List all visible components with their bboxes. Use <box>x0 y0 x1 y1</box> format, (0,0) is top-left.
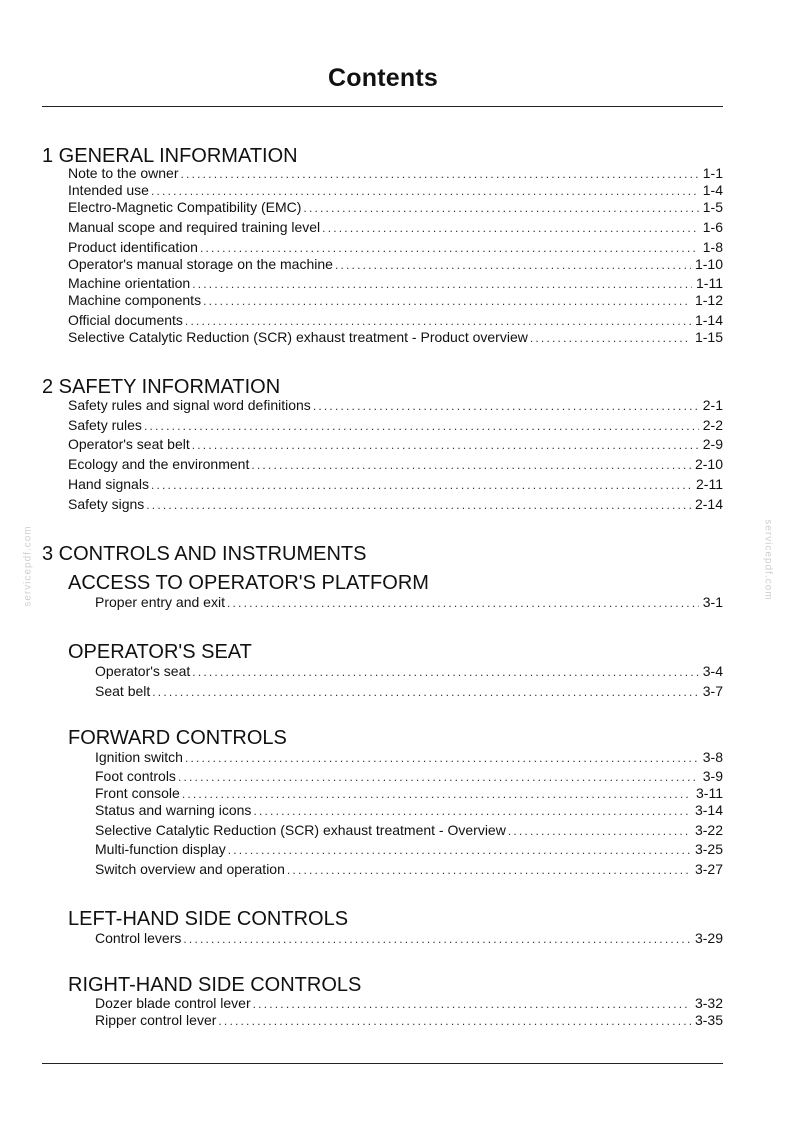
toc-entry-label: Intended use <box>68 182 149 198</box>
toc-entry-label: Machine orientation <box>68 275 191 291</box>
toc-entry-label: Operator's seat belt <box>68 436 190 452</box>
toc-entry-page: 1-14 <box>694 312 723 328</box>
toc-entry-label: Electro-Magnetic Compatibility (EMC) <box>68 199 302 215</box>
toc-entry[interactable] <box>95 862 723 876</box>
toc-entry-page: 3-8 <box>702 749 723 765</box>
toc-entry-label: Multi-function display <box>95 841 226 857</box>
dot-leader <box>253 998 691 1010</box>
toc-entry-label: Status and warning icons <box>95 802 252 818</box>
toc-entry-label: Proper entry and exit <box>95 594 225 610</box>
toc-entry[interactable] <box>95 769 723 783</box>
subsection-heading-left-hand-side-controls: LEFT-HAND SIDE CONTROLS <box>68 908 349 930</box>
toc-entry[interactable] <box>68 330 723 344</box>
toc-entry-label: Control levers <box>95 930 182 946</box>
page-title: Contents <box>328 64 438 92</box>
toc-entry[interactable] <box>68 418 723 432</box>
toc-entry-page: 3-27 <box>694 861 723 877</box>
toc-entry[interactable] <box>68 497 723 511</box>
toc-entry[interactable] <box>95 931 723 945</box>
toc-entry-page: 2-2 <box>702 417 723 433</box>
toc-entry-page: 3-22 <box>694 822 723 838</box>
dot-leader <box>303 202 698 214</box>
top-rule <box>42 106 723 107</box>
dot-leader <box>218 1015 691 1027</box>
watermark-right: servicepdf.com <box>762 519 774 601</box>
toc-entry-label: Note to the owner <box>68 165 179 181</box>
toc-entry-label: Seat belt <box>95 683 151 699</box>
dot-leader <box>508 825 691 837</box>
toc-entry[interactable] <box>68 240 723 254</box>
toc-entry[interactable] <box>68 276 723 290</box>
toc-entry-page: 1-11 <box>696 275 723 291</box>
dot-leader <box>251 459 691 471</box>
toc-entry[interactable] <box>68 398 723 412</box>
dot-leader <box>228 844 691 856</box>
toc-entry-label: Foot controls <box>95 768 176 784</box>
dot-leader <box>192 278 692 290</box>
bottom-rule <box>42 1063 723 1064</box>
dot-leader <box>322 222 699 234</box>
toc-entry[interactable] <box>68 293 723 307</box>
toc-entry-label: Selective Catalytic Reduction (SCR) exhaust treatment - Overview <box>95 822 506 838</box>
dot-leader <box>182 788 692 800</box>
dot-leader <box>192 439 699 451</box>
toc-entry[interactable] <box>68 477 723 491</box>
dot-leader <box>287 864 691 876</box>
toc-entry-label: Ecology and the environment <box>68 456 250 472</box>
toc-entry-page: 1-8 <box>702 239 723 255</box>
dot-leader <box>253 805 691 817</box>
dot-leader <box>152 686 699 698</box>
section-heading-controls-and-instruments: 3 CONTROLS AND INSTRUMENTS <box>42 543 367 565</box>
subsection-heading-forward-controls: FORWARD CONTROLS <box>68 727 287 749</box>
dot-leader <box>313 400 699 412</box>
toc-entry-page: 2-14 <box>694 496 723 512</box>
toc-entry-label: Official documents <box>68 312 183 328</box>
toc-entry-page: 1-5 <box>702 199 723 215</box>
toc-entry-page: 3-4 <box>702 663 723 679</box>
toc-entry-label: Front console <box>95 785 180 801</box>
dot-leader <box>227 597 699 609</box>
toc-entry-label: Ignition switch <box>95 749 183 765</box>
dot-leader <box>146 499 691 511</box>
watermark-left: servicepdf.com <box>22 525 34 607</box>
toc-entry-page: 1-10 <box>694 256 723 272</box>
toc-entry[interactable] <box>95 750 723 764</box>
dot-leader <box>530 332 691 344</box>
dot-leader <box>185 752 699 764</box>
toc-entry[interactable] <box>68 313 723 327</box>
toc-entry-label: Safety rules <box>68 417 142 433</box>
toc-entry[interactable] <box>68 183 723 197</box>
toc-entry-label: Machine components <box>68 292 202 308</box>
dot-leader <box>178 771 699 783</box>
toc-entry-page: 1-1 <box>702 165 723 181</box>
toc-entry[interactable] <box>95 595 723 609</box>
toc-entry-label: Safety rules and signal word definitions <box>68 397 311 413</box>
dot-leader <box>183 933 691 945</box>
toc-entry[interactable] <box>68 437 723 451</box>
toc-entry-label: Ripper control lever <box>95 1012 217 1028</box>
toc-entry-label: Hand signals <box>68 476 149 492</box>
toc-entry-label: Selective Catalytic Reduction (SCR) exhaust treatment - Product overview <box>68 329 528 345</box>
toc-entry[interactable] <box>95 664 723 678</box>
toc-entry-page: 1-12 <box>694 292 723 308</box>
toc-entry-page: 3-29 <box>694 930 723 946</box>
toc-entry[interactable] <box>95 842 723 856</box>
toc-entry-page: 1-4 <box>702 182 723 198</box>
toc-entry[interactable] <box>95 823 723 837</box>
toc-entry-page: 3-32 <box>694 995 723 1011</box>
toc-entry[interactable] <box>68 220 723 234</box>
dot-leader <box>151 479 692 491</box>
toc-entry[interactable] <box>68 457 723 471</box>
toc-entry-page: 3-25 <box>694 841 723 857</box>
toc-entry[interactable] <box>95 996 723 1010</box>
toc-entry[interactable] <box>68 166 723 180</box>
toc-entry-label: Safety signs <box>68 496 145 512</box>
toc-entry-page: 2-9 <box>702 436 723 452</box>
toc-entry-label: Dozer blade control lever <box>95 995 251 1011</box>
toc-entry[interactable] <box>68 200 723 214</box>
toc-entry-page: 3-14 <box>694 802 723 818</box>
toc-entry-page: 3-7 <box>702 683 723 699</box>
dot-leader <box>200 242 699 254</box>
toc-entry-page: 1-15 <box>694 329 723 345</box>
section-heading-general-information: 1 GENERAL INFORMATION <box>42 145 298 167</box>
toc-entry[interactable] <box>95 803 723 817</box>
toc-entry[interactable] <box>95 684 723 698</box>
toc-entry-page: 2-11 <box>696 476 723 492</box>
toc-entry-label: Operator's manual storage on the machine <box>68 256 333 272</box>
toc-entry-label: Operator's seat <box>95 663 191 679</box>
section-heading-safety-information: 2 SAFETY INFORMATION <box>42 376 281 398</box>
dot-leader <box>144 420 699 432</box>
dot-leader <box>203 295 691 307</box>
toc-entry-page: 3-11 <box>696 785 723 801</box>
toc-entry-label: Switch overview and operation <box>95 861 285 877</box>
dot-leader <box>151 185 699 197</box>
dot-leader <box>192 666 698 678</box>
toc-entry-page: 3-35 <box>694 1012 723 1028</box>
toc-entry[interactable] <box>95 786 723 800</box>
subsection-heading-access-to-operators-platform: ACCESS TO OPERATOR'S PLATFORM <box>68 572 429 594</box>
toc-entry-page: 2-1 <box>702 397 723 413</box>
toc-entry-label: Product identification <box>68 239 198 255</box>
subsection-heading-right-hand-side-controls: RIGHT-HAND SIDE CONTROLS <box>68 974 362 996</box>
toc-entry-page: 1-6 <box>702 219 723 235</box>
toc-entry[interactable] <box>68 257 723 271</box>
toc-entry-page: 3-9 <box>702 768 723 784</box>
dot-leader <box>181 168 699 180</box>
toc-entry-page: 2-10 <box>694 456 723 472</box>
toc-entry-label: Manual scope and required training level <box>68 219 321 235</box>
toc-entry[interactable] <box>95 1013 723 1027</box>
dot-leader <box>185 315 691 327</box>
dot-leader <box>335 259 691 271</box>
toc-entry-page: 3-1 <box>702 594 723 610</box>
subsection-heading-operators-seat: OPERATOR'S SEAT <box>68 641 252 663</box>
